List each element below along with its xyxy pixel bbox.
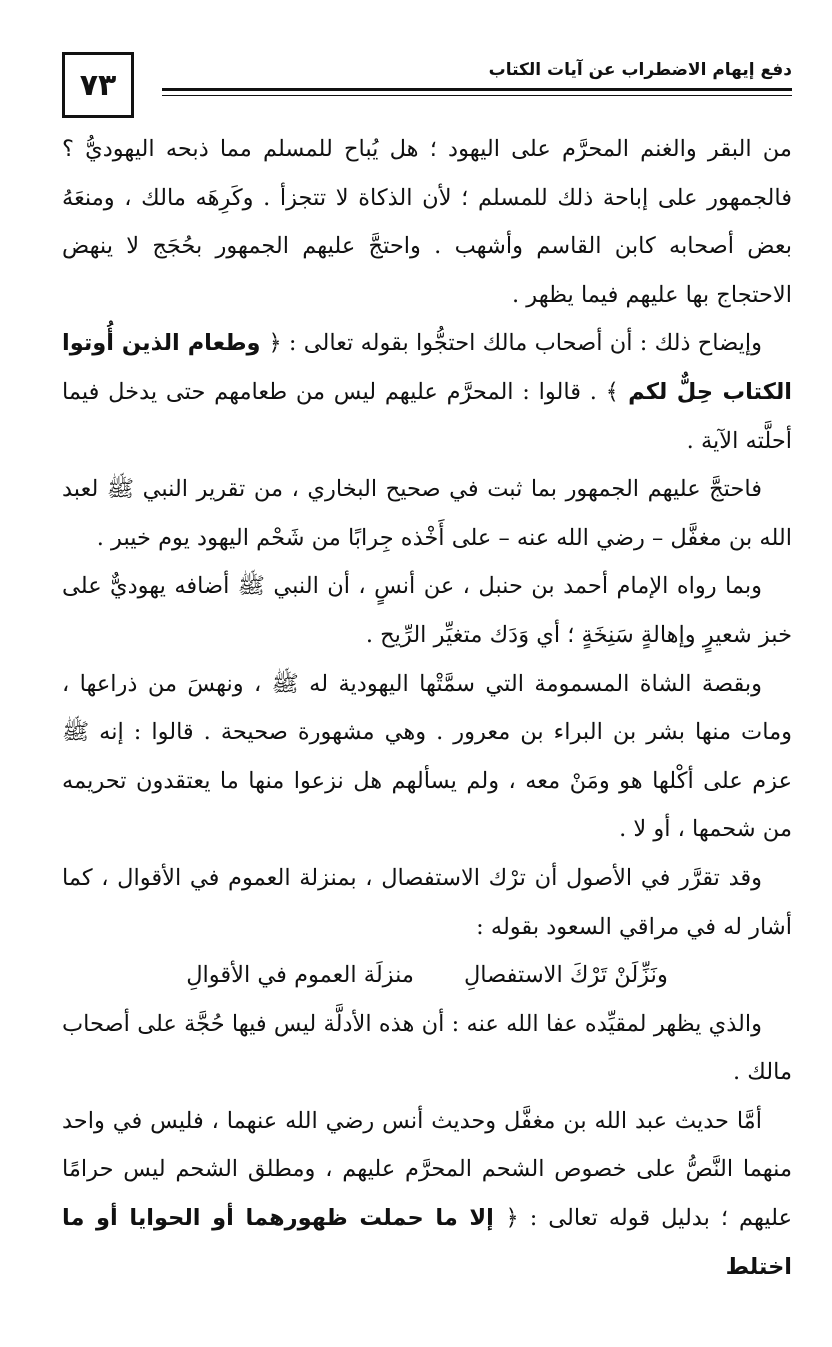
paragraph-3: فاحتجَّ عليهم الجمهور بما ثبت في صحيح البخاري ، من تقرير النبي ﷺ لعبد الله بن مغفَّل – رضي الله عنه – على أَخْذه جِرابًا من شَحْم اليهود يوم خيبر .	[62, 476, 792, 551]
paragraph-2	[62, 319, 792, 465]
page-number-box	[62, 52, 134, 118]
page-number: ٧٣	[79, 67, 117, 103]
page-body	[62, 125, 792, 1291]
quran-verse-2: إلا ما حملت ظهورهما أو الحوايا أو ما اختلط	[62, 1205, 792, 1280]
paragraph-5: وبقصة الشاة المسمومة التي سمَّتْها اليهودية له ﷺ ، ونهسَ من ذراعها ، ومات منها بشر بن البراء بن معرور . وهي مشهورة صحيحة . قالوا : إنه ﷺ عزم على أكْلها هو ومَنْ معه ، ولم يسألهم هل نزعوا منها ما يعتقدون تحريمه من شحمها ، أو لا .	[62, 670, 792, 843]
verse-first-hemistich: ونَزِّلَنْ تَرْكَ الاستفصالِ	[463, 962, 668, 989]
header-rule-thick	[162, 88, 792, 91]
poetry-verse	[62, 951, 792, 1000]
paragraph-4: وبما رواه الإمام أحمد بن حنبل ، عن أنسٍ ، أن النبي ﷺ أضافه يهوديٌّ على خبز شعيرٍ وإهالةٍ سَنِخَةٍ ؛ أي وَدَك متغيِّر الرِّيح .	[62, 573, 792, 648]
paragraph-2-text-b: ﴾ . قالوا : المحرَّم عليهم ليس من طعامهم حتى يدخل فيما أحلَّته الآية .	[62, 378, 792, 454]
paragraph-8	[62, 1097, 792, 1291]
paragraph-2-text-a: وإيضاح ذلك : أن أصحاب مالك احتجُّوا بقوله تعالى : ﴿	[268, 330, 762, 357]
paragraph-1: من البقر والغنم المحرَّم على اليهود ؛ هل يُباح للمسلم مما ذبحه اليهوديُّ ؟ فالجمهور على إباحة ذلك للمسلم ؛ لأن الذكاة لا تتجزأ . وكَرِهَه مالك ، ومنعَهُ بعض أصحابه كابن القاسم وأشهب . واحتجَّ عليهم الجمهور بحُجَج لا ينهض الاحتجاج بها عليهم فيما يظهر .	[62, 136, 792, 308]
paragraph-6: وقد تقرَّر في الأصول أن ترْك الاستفصال ، بمنزلة العموم في الأقوال ، كما أشار له في مراقي السعود بقوله :	[62, 864, 792, 940]
quran-verse-1: وطعام الذين أُوتوا الكتاب حِلٌّ لكم	[62, 330, 792, 405]
running-header-title: دفع إيهام الاضطراب عن آيات الكتاب	[488, 60, 792, 80]
header-rule-thin	[162, 95, 792, 96]
verse-second-hemistich: منزلَة العموم في الأقوالِ	[186, 962, 414, 989]
paragraph-8-text: أمَّا حديث عبد الله بن مغفَّل وحديث أنس رضي الله عنهما ، فليس في واحد منهما النَّصُّ على خصوص الشحم المحرَّم عليهم ، ومطلق الشحم ليس حرامًا عليهم ؛ بدليل قوله تعالى : ﴿	[62, 1107, 792, 1232]
paragraph-7: والذي يظهر لمقيِّده عفا الله عنه : أن هذه الأدلَّة ليس فيها حُجَّة على أصحاب مالك .	[62, 1010, 792, 1086]
